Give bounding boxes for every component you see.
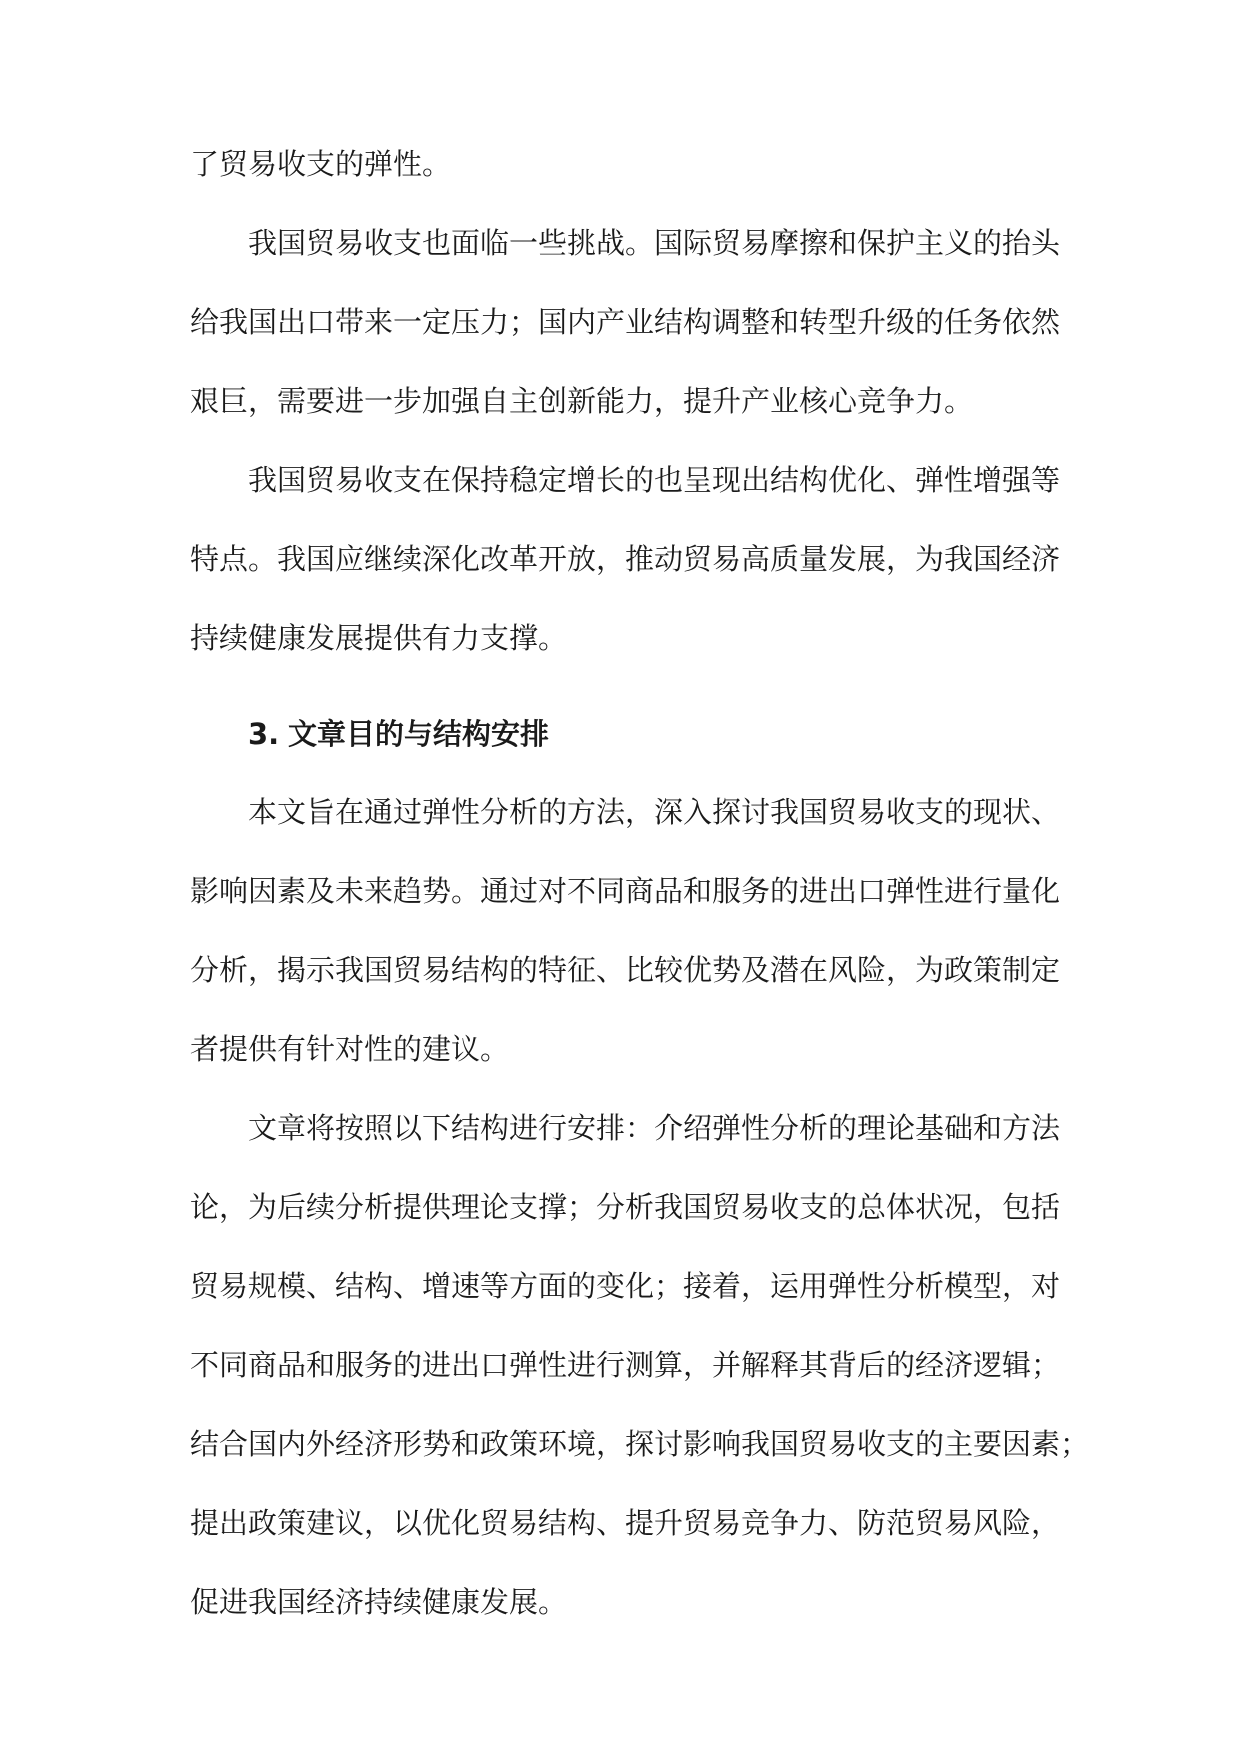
paragraph-line: 不同商品和服务的进出口弹性进行测算，并解释其背后的经济逻辑； <box>190 1348 1061 1382</box>
paragraph-line: 影响因素及未来趋势。通过对不同商品和服务的进出口弹性进行量化 <box>190 874 1061 908</box>
paragraph-line: 本文旨在通过弹性分析的方法，深入探讨我国贸易收支的现状、 <box>248 795 1061 829</box>
paragraph-line: 我国贸易收支也面临一些挑战。国际贸易摩擦和保护主义的抬头 <box>248 226 1061 260</box>
section-heading <box>248 712 549 756</box>
paragraph-line: 分析，揭示我国贸易结构的特征、比较优势及潜在风险，为政策制定 <box>190 953 1061 987</box>
paragraph-line: 结合国内外经济形势和政策环境，探讨影响我国贸易收支的主要因素； <box>190 1427 1090 1461</box>
paragraph-line: 贸易规模、结构、增速等方面的变化；接着，运用弹性分析模型，对 <box>190 1269 1061 1303</box>
paragraph-line: 文章将按照以下结构进行安排：介绍弹性分析的理论基础和方法 <box>248 1111 1061 1145</box>
paragraph-line: 了贸易收支的弹性。 <box>190 147 452 181</box>
paragraph-line: 持续健康发展提供有力支撑。 <box>190 621 568 655</box>
paragraph-line: 给我国出口带来一定压力；国内产业结构调整和转型升级的任务依然 <box>190 305 1061 339</box>
section-number: 3. <box>248 717 280 751</box>
paragraph-line: 提出政策建议，以优化贸易结构、提升贸易竞争力、防范贸易风险， <box>190 1506 1061 1540</box>
paragraph-line: 论，为后续分析提供理论支撑；分析我国贸易收支的总体状况，包括 <box>190 1190 1061 1224</box>
paragraph-line: 特点。我国应继续深化改革开放，推动贸易高质量发展，为我国经济 <box>190 542 1061 576</box>
paragraph-line: 促进我国经济持续健康发展。 <box>190 1585 568 1619</box>
paragraph-line: 我国贸易收支在保持稳定增长的也呈现出结构优化、弹性增强等 <box>248 463 1061 497</box>
paragraph-line: 艰巨，需要进一步加强自主创新能力，提升产业核心竞争力。 <box>190 384 974 418</box>
paragraph-line: 者提供有针对性的建议。 <box>190 1032 510 1066</box>
section-title: 文章目的与结构安排 <box>288 717 550 751</box>
